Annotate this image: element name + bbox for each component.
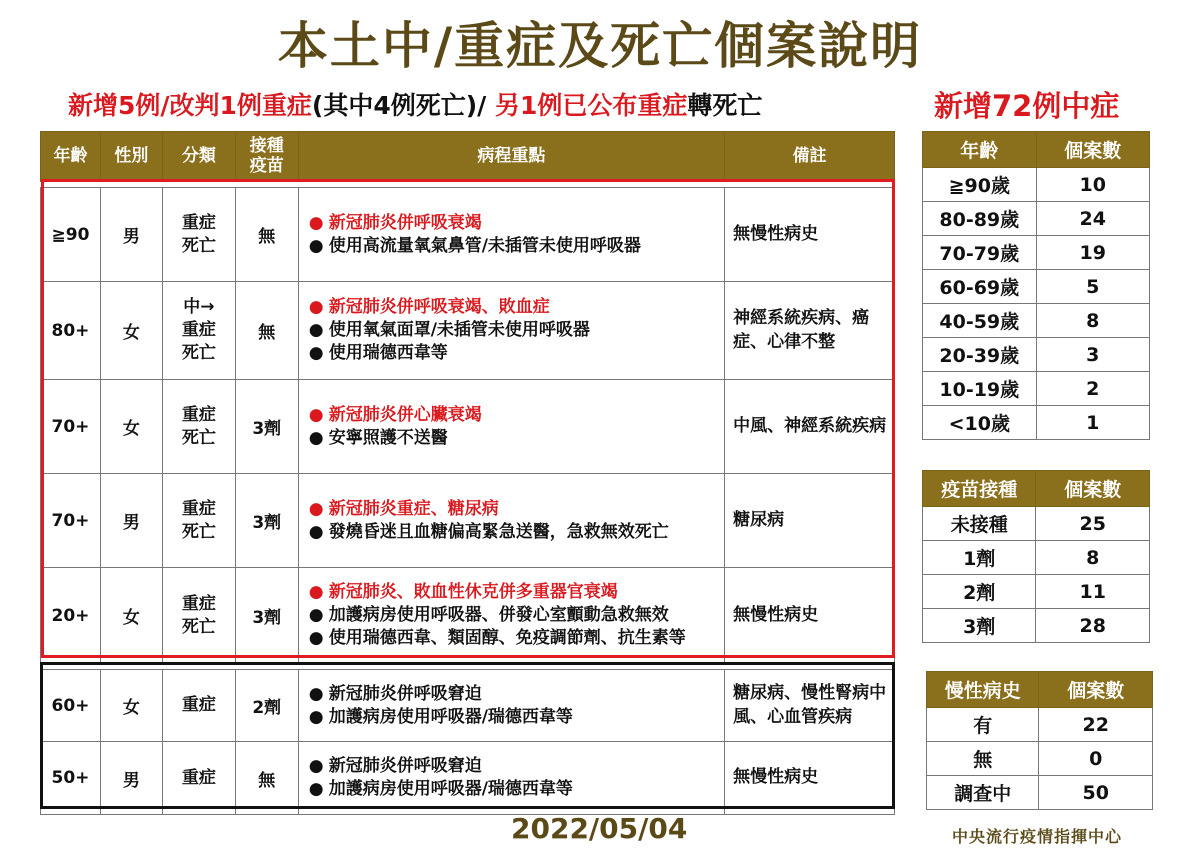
course-cell	[298, 474, 724, 568]
sex-cell: 女	[100, 282, 162, 380]
column-header: 個案數	[1039, 672, 1153, 708]
category-cell: 重症	[162, 670, 235, 742]
course-cell	[298, 188, 724, 282]
course-item	[309, 212, 718, 235]
vaccine-cell: 無	[235, 742, 298, 815]
count-cell: 19	[1036, 236, 1149, 270]
sex-cell: 男	[100, 742, 162, 815]
course-item	[309, 604, 718, 627]
label-cell: 60-69歲	[923, 270, 1037, 304]
course-text: 使用高流量氧氣鼻管/未插管未使用呼吸器	[328, 235, 641, 256]
age-cell: 50+	[41, 742, 101, 815]
category-cell: 重症 死亡	[162, 380, 235, 474]
table-row	[923, 575, 1150, 609]
bullet-icon: ●	[308, 605, 324, 626]
column-header: 性別	[100, 132, 162, 182]
course-item	[309, 778, 718, 801]
subtitle-part1: 新增5例/改判1例重症	[68, 91, 312, 120]
course-item	[309, 581, 718, 604]
course-item	[309, 683, 718, 706]
note-cell: 糖尿病	[725, 474, 895, 568]
course-text: 使用瑞德西韋、類固醇、免疫調節劑、抗生素等	[328, 627, 686, 648]
category-cell: 重症 死亡	[162, 188, 235, 282]
table-row	[41, 670, 895, 742]
label-cell: 3劑	[923, 609, 1036, 643]
course-text: 發燒昏迷且血糖偏高緊急送醫，急救無效死亡	[328, 521, 669, 542]
table-row	[923, 270, 1150, 304]
count-cell: 8	[1036, 304, 1149, 338]
course-text: 新冠肺炎重症、糖尿病	[328, 498, 499, 519]
course-cell	[298, 380, 724, 474]
vaccine-cell: 無	[235, 188, 298, 282]
subtitle	[68, 86, 762, 122]
course-item	[309, 521, 718, 544]
bullet-icon: ●	[308, 320, 324, 341]
category-cell: 重症	[162, 742, 235, 815]
case-table-header	[41, 132, 895, 182]
label-cell: 10-19歲	[923, 372, 1037, 406]
bullet-icon: ●	[308, 427, 324, 448]
case-table-body	[41, 182, 895, 815]
course-text: 安寧照護不送醫	[328, 427, 448, 448]
course-text: 使用氧氣面罩/未插管未使用呼吸器	[328, 320, 590, 341]
sex-cell: 女	[100, 380, 162, 474]
count-cell: 24	[1036, 202, 1149, 236]
label-cell: ≧90歲	[923, 168, 1037, 202]
count-cell: 10	[1036, 168, 1149, 202]
age-cell: 70+	[41, 380, 101, 474]
table-row	[41, 474, 895, 568]
label-cell: 未接種	[923, 507, 1036, 541]
age-cell: 60+	[41, 670, 101, 742]
label-cell: 40-59歲	[923, 304, 1037, 338]
moderate-cases-title: 新增72例中症	[934, 89, 1120, 123]
chronic-table	[926, 671, 1153, 810]
bullet-icon: ●	[308, 756, 324, 777]
table-row	[927, 708, 1153, 742]
note-cell: 中風、神經系統疾病	[725, 380, 895, 474]
count-cell: 50	[1039, 776, 1153, 810]
course-text: 加護病房使用呼吸器/瑞德西韋等	[328, 779, 573, 799]
bullet-icon: ●	[308, 498, 324, 519]
course-item	[309, 427, 718, 450]
footer-organization: 中央流行疫情指揮中心	[952, 827, 1123, 846]
bullet-icon: ●	[308, 521, 324, 542]
table-row	[923, 609, 1150, 643]
table-row	[41, 742, 895, 815]
case-table	[40, 131, 895, 815]
age-cell: 70+	[41, 474, 101, 568]
bullet-icon: ●	[308, 683, 324, 704]
bullet-icon: ●	[308, 342, 324, 363]
count-cell: 3	[1036, 338, 1149, 372]
table-row	[41, 380, 895, 474]
course-item	[309, 319, 718, 342]
age-cell: ≧90	[41, 188, 101, 282]
label-cell: <10歲	[923, 406, 1037, 440]
course-item	[309, 706, 718, 729]
course-text: 新冠肺炎併呼吸窘迫	[328, 683, 482, 704]
column-header: 接種 疫苗	[235, 132, 298, 182]
column-header: 分類	[162, 132, 235, 182]
column-header: 病程重點	[298, 132, 724, 182]
vaccine-cell: 3劑	[235, 568, 298, 664]
course-item	[309, 296, 718, 319]
label-cell: 80-89歲	[923, 202, 1037, 236]
sex-cell: 男	[100, 188, 162, 282]
count-cell: 8	[1036, 541, 1150, 575]
course-text: 新冠肺炎併呼吸窘迫	[328, 756, 482, 777]
column-header: 個案數	[1036, 132, 1149, 168]
course-item	[309, 404, 718, 427]
course-text: 新冠肺炎併呼吸衰竭、敗血症	[328, 297, 550, 318]
note-cell: 糖尿病、慢性腎病中風、心血管疾病	[725, 670, 895, 742]
note-cell: 神經系統疾病、癌症、心律不整	[725, 282, 895, 380]
course-text: 加護病房使用呼吸器/瑞德西韋等	[328, 706, 573, 727]
category-cell: 重症 死亡	[162, 474, 235, 568]
course-text: 使用瑞德西韋等	[328, 342, 448, 363]
sex-cell: 女	[100, 568, 162, 664]
note-cell: 無慢性病史	[725, 742, 895, 815]
vaccine-cell: 3劑	[235, 474, 298, 568]
course-item	[309, 342, 718, 365]
page-title: 本土中/重症及死亡個案說明	[277, 17, 923, 75]
age-cell: 20+	[41, 568, 101, 664]
label-cell: 1劑	[923, 541, 1036, 575]
table-row	[923, 372, 1150, 406]
bullet-icon: ●	[308, 404, 324, 425]
age-cell: 80+	[41, 282, 101, 380]
course-item	[309, 627, 718, 650]
table-row	[927, 776, 1153, 810]
bullet-icon: ●	[308, 627, 324, 648]
label-cell: 調查中	[927, 776, 1039, 810]
count-cell: 22	[1039, 708, 1153, 742]
bullet-icon: ●	[308, 582, 324, 603]
subtitle-part2: (其中4例死亡)/	[311, 91, 496, 120]
count-cell: 2	[1036, 372, 1149, 406]
course-item	[309, 235, 718, 258]
label-cell: 無	[927, 742, 1039, 776]
count-cell: 0	[1039, 742, 1153, 776]
course-text: 新冠肺炎、敗血性休克併多重器官衰竭	[328, 582, 618, 603]
course-cell	[298, 568, 724, 664]
course-item	[309, 498, 718, 521]
column-header: 慢性病史	[927, 672, 1039, 708]
count-cell: 25	[1036, 507, 1150, 541]
course-item	[309, 755, 718, 778]
bullet-icon: ●	[308, 297, 324, 318]
table-row	[923, 304, 1150, 338]
vaccine-cell: 無	[235, 282, 298, 380]
label-cell: 20-39歲	[923, 338, 1037, 372]
table-row	[927, 742, 1153, 776]
category-cell: 中→ 重症 死亡	[162, 282, 235, 380]
vaccine-table	[922, 470, 1150, 643]
bullet-icon: ●	[308, 212, 324, 233]
course-text: 加護病房使用呼吸器、併發心室顫動急救無效	[328, 605, 669, 626]
count-cell: 11	[1036, 575, 1150, 609]
table-row	[923, 168, 1150, 202]
course-text: 新冠肺炎併心臟衰竭	[328, 404, 482, 425]
age-table	[922, 131, 1150, 440]
count-cell: 5	[1036, 270, 1149, 304]
course-text: 新冠肺炎併呼吸衰竭	[328, 212, 482, 233]
table-row	[923, 236, 1150, 270]
vaccine-cell: 2劑	[235, 670, 298, 742]
category-cell: 重症 死亡	[162, 568, 235, 664]
course-cell	[298, 282, 724, 380]
course-cell	[298, 670, 724, 742]
table-row	[923, 338, 1150, 372]
column-header: 年齡	[41, 132, 101, 182]
bullet-icon: ●	[308, 235, 324, 256]
note-cell: 無慢性病史	[725, 568, 895, 664]
sex-cell: 女	[100, 670, 162, 742]
vaccine-cell: 3劑	[235, 380, 298, 474]
table-row	[41, 188, 895, 282]
table-row	[41, 282, 895, 380]
subtitle-part3: 另1例已公布重症	[495, 91, 688, 120]
bullet-icon: ●	[308, 706, 324, 727]
count-cell: 28	[1036, 609, 1150, 643]
sex-cell: 男	[100, 474, 162, 568]
subtitle-part4: 轉死亡	[687, 91, 763, 120]
column-header: 年齡	[923, 132, 1037, 168]
label-cell: 有	[927, 708, 1039, 742]
table-row	[923, 507, 1150, 541]
column-header: 疫苗接種	[923, 471, 1036, 507]
report-date: 2022/05/04	[511, 812, 688, 845]
label-cell: 2劑	[923, 575, 1036, 609]
table-row	[923, 541, 1150, 575]
count-cell: 1	[1036, 406, 1149, 440]
bullet-icon: ●	[308, 779, 324, 799]
table-row	[923, 202, 1150, 236]
column-header: 備註	[725, 132, 895, 182]
table-row	[923, 406, 1150, 440]
column-header: 個案數	[1036, 471, 1150, 507]
note-cell: 無慢性病史	[725, 188, 895, 282]
label-cell: 70-79歲	[923, 236, 1037, 270]
table-row	[41, 568, 895, 664]
course-cell	[298, 742, 724, 815]
